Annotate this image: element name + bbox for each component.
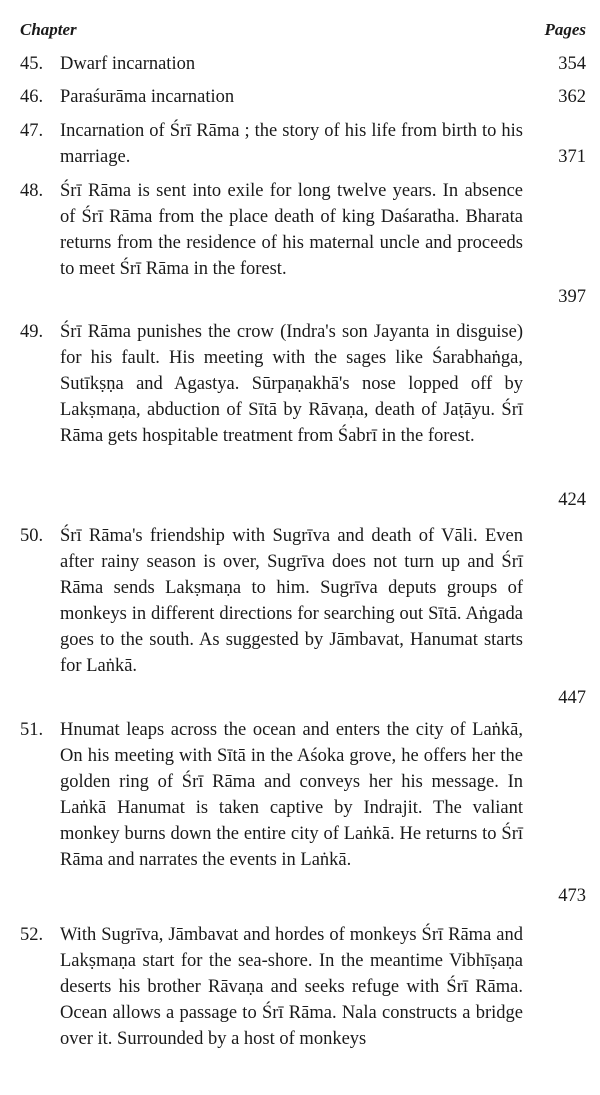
chapter-number: 52. xyxy=(20,925,44,945)
chapter-description: Paraśurāma incarnation xyxy=(60,87,235,107)
pages-column-header: Pages xyxy=(544,20,586,39)
chapter-description: Śrī Rāma punishes the crow (Indra's son Jayanta in disguise) for his fault. His meeting with the sages like Śarabhaṅga, Sutīkṣṇa and Agastya. Sūrpaṇakhā's nose lopped off by Lakṣmaṇa, abduction of Sītā by Rāvaṇa, death of Jaṭāyu. Śrī Rāma gets hospitable treatment from Śabrī in the forest. xyxy=(60,322,523,446)
chapter-description: Śrī Rāma's friendship with Sugrīva and death of Vāli. Even after rainy season is over, Sugrīva does not turn up and Śrī Rāma sends Lakṣmaṇa to him. Sugrīva deputs groups of monkeys in different directions for searching out Sītā. Aṅgada goes to the south. As suggested by Jāmbavat, Hanumat starts for Laṅkā. xyxy=(60,526,523,676)
chapter-number: 48. xyxy=(20,181,44,201)
page-number: 362 xyxy=(558,87,586,107)
page-number: 354 xyxy=(558,54,586,74)
page-number: 397 xyxy=(558,287,586,307)
chapter-description: Hnumat leaps across the ocean and enters the city of Laṅkā, On his meeting with Sītā in the Aśoka grove, he offers her the golden ring of Śrī Rāma and conveys her his message. In Laṅkā Hanumat is taken captive by Indrajit. The valiant monkey burns down the entire city of Laṅkā. He returns to Śrī Rāma and narrates the events in Laṅkā. xyxy=(60,720,523,870)
page-number: 447 xyxy=(558,688,586,708)
page-number: 473 xyxy=(558,886,586,906)
chapter-number: 46. xyxy=(20,87,44,107)
chapter-number: 49. xyxy=(20,322,44,342)
chapter-number: 51. xyxy=(20,720,44,740)
chapter-column-header: Chapter xyxy=(20,20,77,39)
page-number: 371 xyxy=(558,147,586,167)
page-number: 424 xyxy=(558,490,586,510)
chapter-number: 45. xyxy=(20,54,44,74)
chapter-description: With Sugrīva, Jāmbavat and hordes of monkeys Śrī Rāma and Lakṣmaṇa start for the sea-shore. In the meantime Vibhīṣaṇa deserts his brother Rāvaṇa and seeks refuge with Śrī Rāma. Ocean allows a passage to Śrī Rāma. Nala constructs a bridge over it. Surrounded by a host of monkeys xyxy=(60,925,523,1049)
chapter-description: Dwarf incarnation xyxy=(60,54,196,74)
chapter-number: 47. xyxy=(20,121,44,141)
chapter-description: Incarnation of Śrī Rāma ; the story of his life from birth to his marriage. xyxy=(60,121,523,167)
chapter-number: 50. xyxy=(20,526,44,546)
chapter-description: Śrī Rāma is sent into exile for long twelve years. In absence of Śrī Rāma from the place death of king Daśaratha. Bharata returns from the residence of his maternal uncle and proceeds to meet Śrī Rāma in the forest. xyxy=(60,181,523,279)
